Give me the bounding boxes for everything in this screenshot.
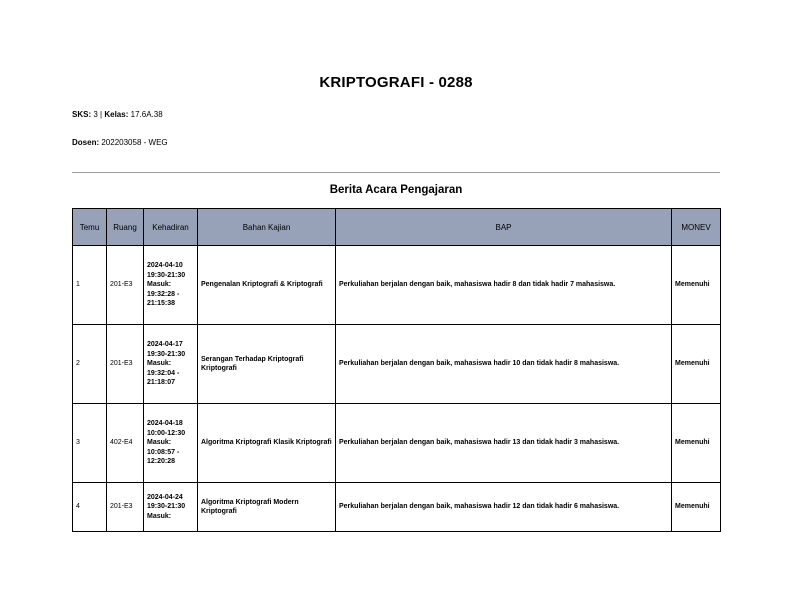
- kehadiran-start: 19:32:04 -: [147, 369, 180, 377]
- temu-cell: 2: [73, 325, 107, 404]
- sks-label: SKS: [72, 110, 89, 119]
- bap-cell: Perkuliahan berjalan dengan baik, mahasiswa hadir 12 dan tidak hadir 6 mahasiswa.: [336, 483, 672, 532]
- kehadiran-date: 2024-04-24: [147, 493, 183, 501]
- bap-cell: Perkuliahan berjalan dengan baik, mahasiswa hadir 13 dan tidak hadir 3 mahasiswa.: [336, 404, 672, 483]
- header-kehadiran: Kehadiran: [144, 209, 198, 246]
- monev-cell: Memenuhi: [672, 246, 721, 325]
- kehadiran-date: 2024-04-17: [147, 341, 183, 349]
- kehadiran-masuk-label: Masuk:: [147, 439, 172, 447]
- kehadiran-masuk-label: Masuk:: [147, 512, 172, 520]
- temu-cell: 1: [73, 246, 107, 325]
- monev-cell: Memenuhi: [672, 325, 721, 404]
- header-ruang: Ruang: [107, 209, 144, 246]
- divider: [72, 172, 720, 173]
- table-row: [73, 325, 721, 404]
- kehadiran-cell: [144, 325, 198, 404]
- kehadiran-masuk-label: Masuk:: [147, 281, 172, 289]
- table-header-row: [73, 209, 721, 246]
- temu-cell: 4: [73, 483, 107, 532]
- kehadiran-schedule: 10:00-12:30: [147, 429, 186, 437]
- kelas-value: 17.6A.38: [130, 110, 163, 119]
- lecturer-info: Dosen: 202203058 - WEG: [72, 138, 168, 147]
- kehadiran-start: 19:32:28 -: [147, 290, 180, 298]
- header-temu: Temu: [73, 209, 107, 246]
- header-bahan-kajian: Bahan Kajian: [198, 209, 336, 246]
- kehadiran-schedule: 19:30-21:30: [147, 350, 186, 358]
- kehadiran-masuk-label: Masuk:: [147, 360, 172, 368]
- section-title: Berita Acara Pengajaran: [329, 184, 463, 196]
- monev-cell: Memenuhi: [672, 404, 721, 483]
- course-title: KRIPTOGRAFI - 0288: [319, 74, 473, 91]
- course-meta: SKS: 3 | Kelas: 17.6A.38: [72, 110, 163, 119]
- kehadiran-date: 2024-04-18: [147, 420, 183, 428]
- ruang-cell: 402-E4: [107, 404, 144, 483]
- bap-cell: Perkuliahan berjalan dengan baik, mahasiswa hadir 10 dan tidak hadir 8 mahasiswa.: [336, 325, 672, 404]
- kehadiran-end: 21:15:38: [147, 300, 176, 308]
- kehadiran-schedule: 19:30-21:30: [147, 503, 186, 511]
- bap-cell: Perkuliahan berjalan dengan baik, mahasiswa hadir 8 dan tidak hadir 7 mahasiswa.: [336, 246, 672, 325]
- temu-cell: 3: [73, 404, 107, 483]
- bap-table: [72, 208, 721, 532]
- dosen-value: 202203058 - WEG: [101, 138, 168, 147]
- bahan-kajian-cell: Pengenalan Kriptografi & Kriptografi: [198, 246, 336, 325]
- kehadiran-cell: [144, 246, 198, 325]
- bahan-kajian-cell: Serangan Terhadap Kriptografi Kriptografi: [198, 325, 336, 404]
- bahan-kajian-cell: Algoritma Kriptografi Klasik Kriptografi: [198, 404, 336, 483]
- kehadiran-end: 21:18:07: [147, 379, 176, 387]
- kehadiran-schedule: 19:30-21:30: [147, 271, 186, 279]
- bahan-kajian-cell: Algoritma Kriptografi Modern Kriptografi: [198, 483, 336, 532]
- table-row: [73, 483, 721, 532]
- header-monev: MONEV: [672, 209, 721, 246]
- monev-cell: Memenuhi: [672, 483, 721, 532]
- dosen-label: Dosen: [72, 138, 97, 147]
- sks-value: 3: [93, 110, 98, 119]
- kehadiran-date: 2024-04-10: [147, 262, 183, 270]
- kelas-label: Kelas: [104, 110, 126, 119]
- ruang-cell: 201-E3: [107, 246, 144, 325]
- ruang-cell: 201-E3: [107, 483, 144, 532]
- kehadiran-cell: [144, 483, 198, 532]
- ruang-cell: 201-E3: [107, 325, 144, 404]
- kehadiran-cell: [144, 404, 198, 483]
- header-bap: BAP: [336, 209, 672, 246]
- table-row: [73, 404, 721, 483]
- kehadiran-start: 10:08:57 -: [147, 448, 180, 456]
- table-row: [73, 246, 721, 325]
- kehadiran-end: 12:20:28: [147, 458, 176, 466]
